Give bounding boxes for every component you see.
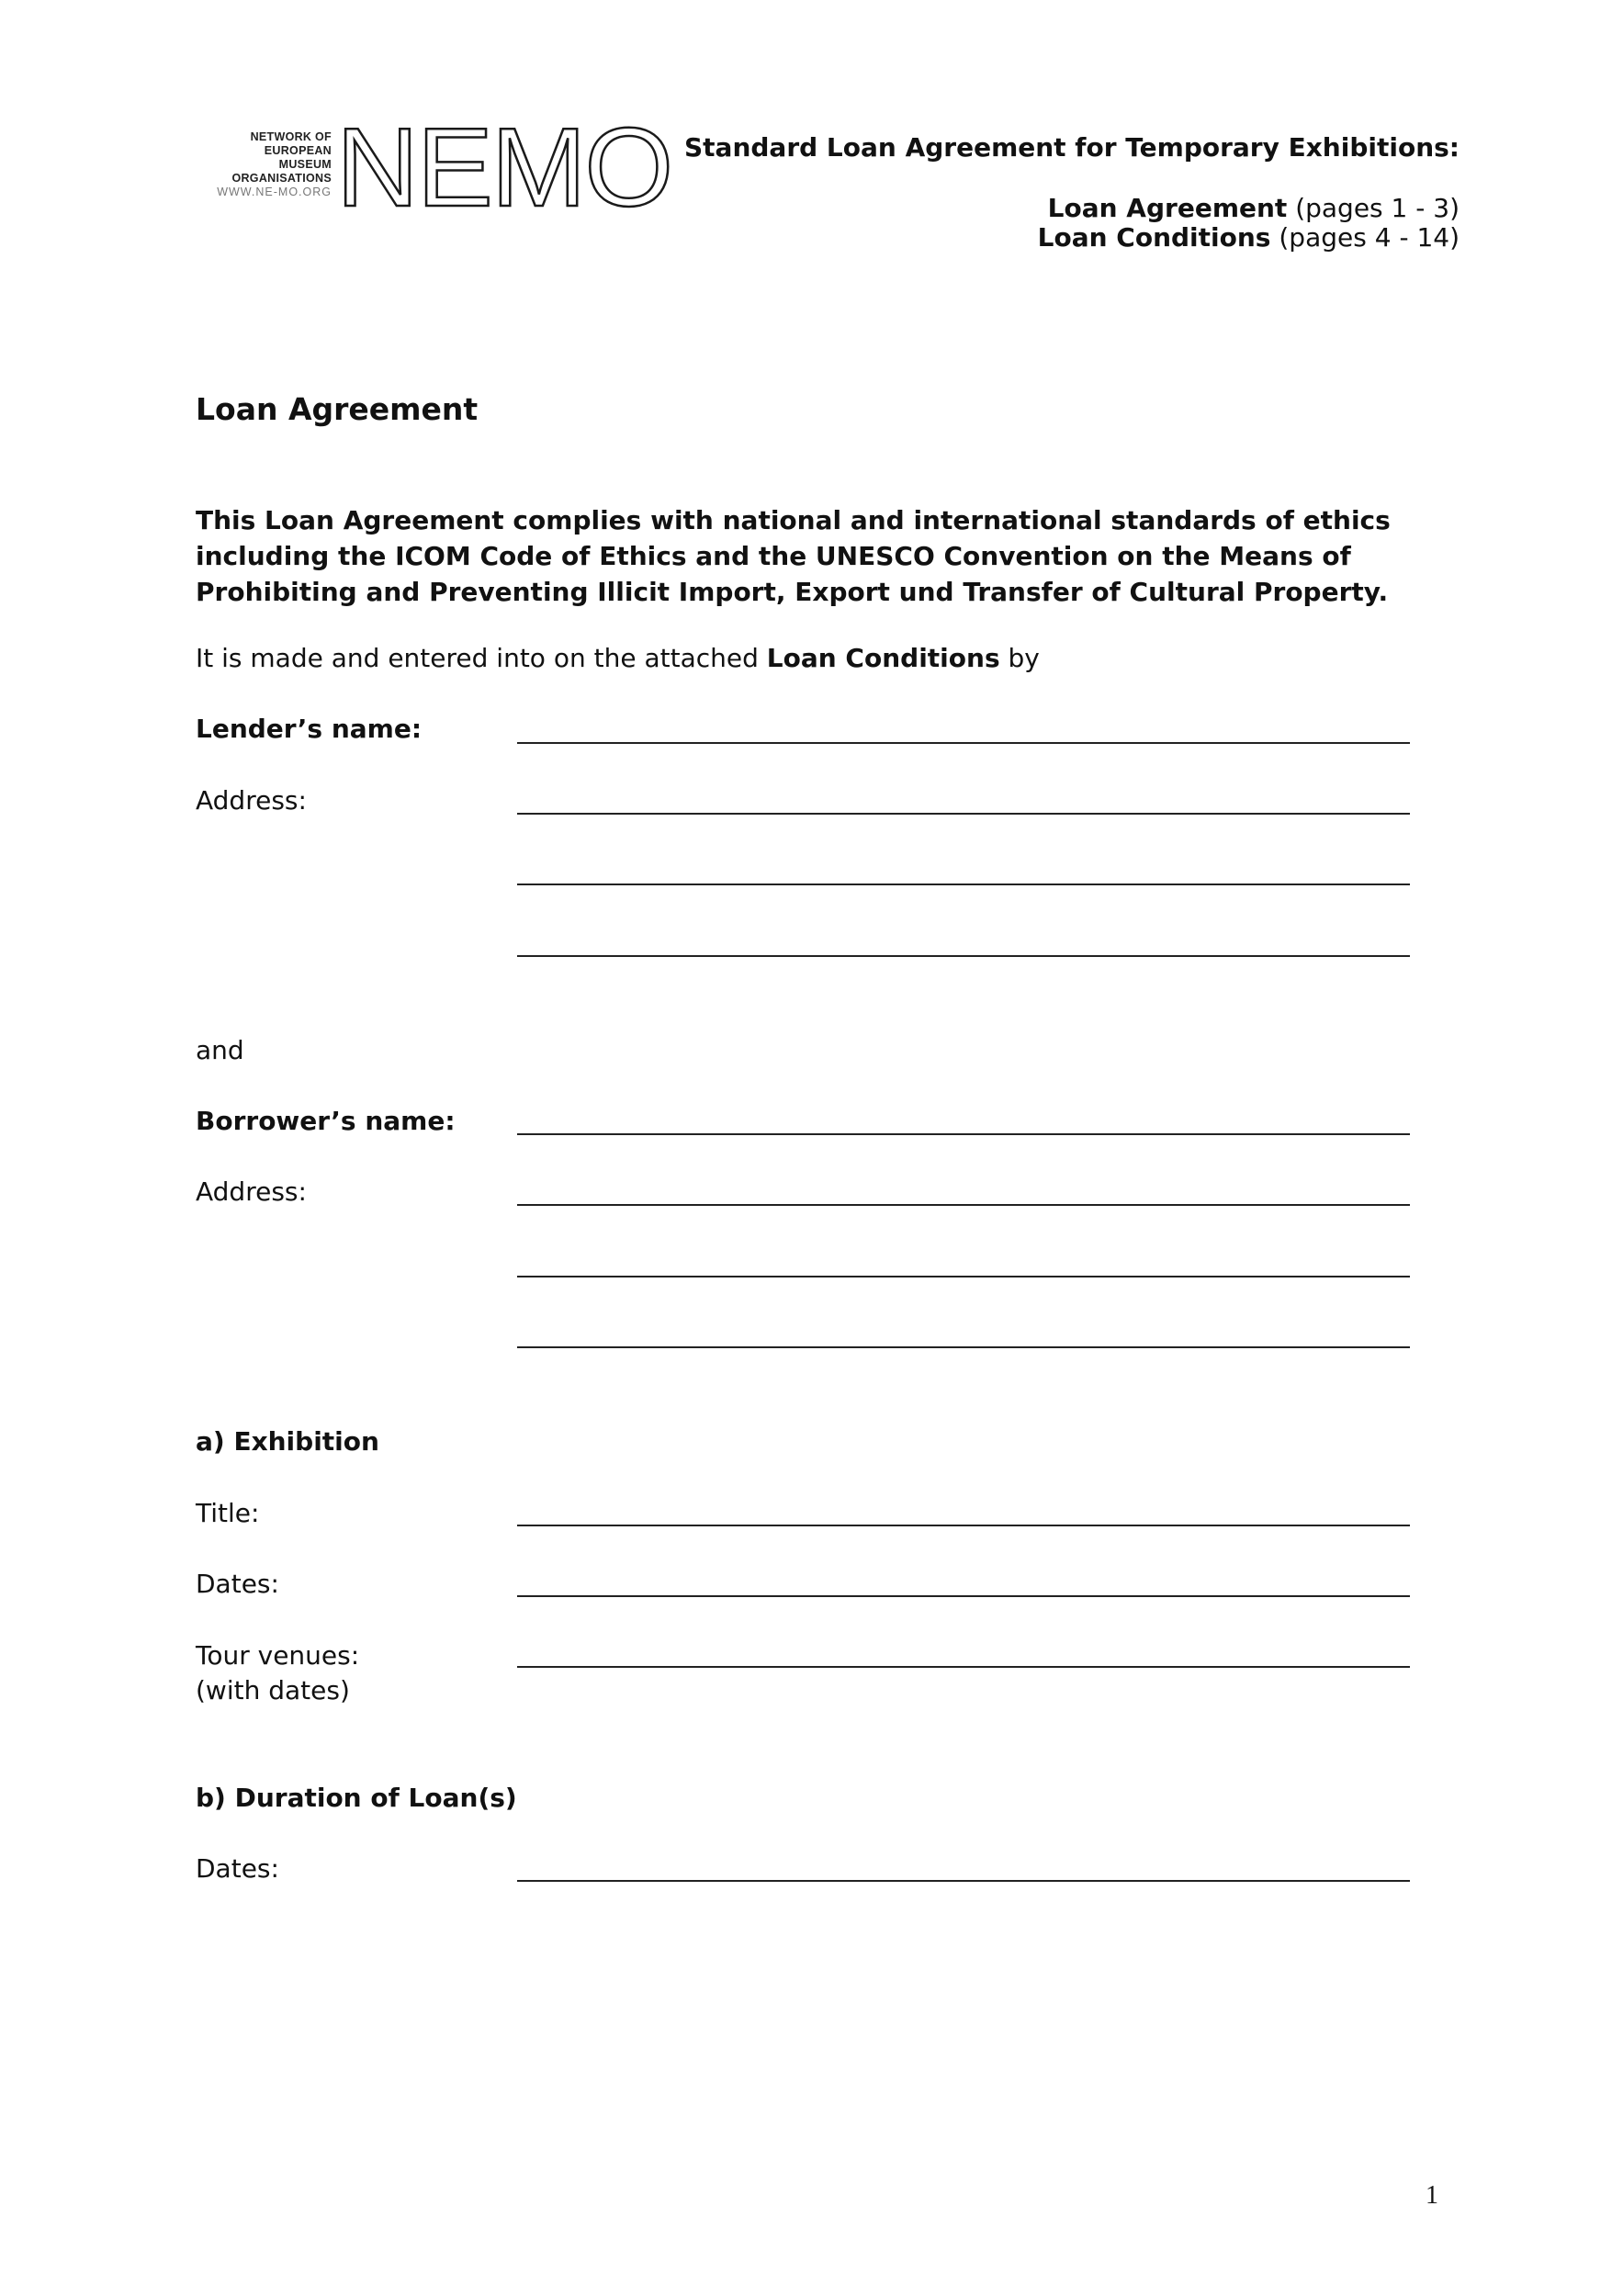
borrower-address-label: Address: (196, 1176, 307, 1207)
intro-line: Prohibiting and Preventing Illicit Import, Export und Transfer of Cultural Property. (196, 577, 1389, 607)
page-number: 1 (1426, 2181, 1438, 2210)
lender-name-field[interactable] (517, 742, 1410, 744)
lender-name-label: Lender’s name: (196, 714, 423, 744)
exhibition-title-label: Title: (196, 1498, 260, 1528)
intro-line: This Loan Agreement complies with national and international standards of ethics (196, 505, 1391, 535)
header-loan-agreement-pages: (pages 1 - 3) (1287, 193, 1460, 223)
section-duration-heading: b) Duration of Loan(s) (196, 1783, 517, 1813)
logo-org-line: NETWORK OF (250, 130, 332, 143)
logo-org-line: EUROPEAN (264, 144, 332, 157)
exhibition-title-field[interactable] (517, 1525, 1410, 1526)
header-loan-conditions-pages: (pages 4 - 14) (1270, 222, 1460, 253)
header-pages-conditions (1038, 222, 1460, 253)
tour-venues-field[interactable] (517, 1666, 1410, 1668)
logo-org-line: ORGANISATIONS (231, 172, 332, 185)
lender-address-label: Address: (196, 785, 307, 816)
section-exhibition-heading: a) Exhibition (196, 1426, 379, 1457)
made-entered-text: It is made and entered into on the attached (196, 643, 767, 673)
page-title: Loan Agreement (196, 391, 479, 427)
exhibition-dates-field[interactable] (517, 1595, 1410, 1597)
borrower-address-field-1[interactable] (517, 1204, 1410, 1206)
nemo-logo-wordmark: NEMO (336, 105, 672, 230)
loan-dates-field[interactable] (517, 1880, 1410, 1882)
header-pages-agreement (1048, 193, 1460, 224)
intro-line: including the ICOM Code of Ethics and the UNESCO Convention on the Means of (196, 541, 1351, 571)
and-connector: and (196, 1035, 244, 1065)
logo-url: WWW.NE-MO.ORG (217, 186, 332, 198)
logo-org-text (217, 130, 332, 199)
header-loan-agreement-label: Loan Agreement (1047, 193, 1288, 223)
loan-dates-label: Dates: (196, 1853, 279, 1884)
loan-conditions-reference: Loan Conditions (766, 643, 1000, 673)
borrower-name-field[interactable] (517, 1133, 1410, 1135)
borrower-address-field-2[interactable] (517, 1276, 1410, 1277)
borrower-address-field-3[interactable] (517, 1346, 1410, 1348)
lender-address-field-2[interactable] (517, 884, 1410, 885)
tour-venues-sublabel: (with dates) (196, 1675, 350, 1705)
lender-address-field-1[interactable] (517, 813, 1410, 815)
tour-venues-label: Tour venues: (196, 1640, 360, 1671)
borrower-name-label: Borrower’s name: (196, 1106, 456, 1136)
intro-paragraph (196, 502, 1482, 610)
logo-org-line: MUSEUM (278, 158, 332, 171)
made-entered-statement (196, 643, 1040, 674)
made-entered-suffix: by (999, 643, 1040, 673)
lender-address-field-3[interactable] (517, 955, 1410, 957)
document-type-title: Standard Loan Agreement for Temporary Exhibitions: (684, 132, 1460, 163)
header-loan-conditions-label: Loan Conditions (1037, 222, 1271, 253)
exhibition-dates-label: Dates: (196, 1569, 279, 1599)
